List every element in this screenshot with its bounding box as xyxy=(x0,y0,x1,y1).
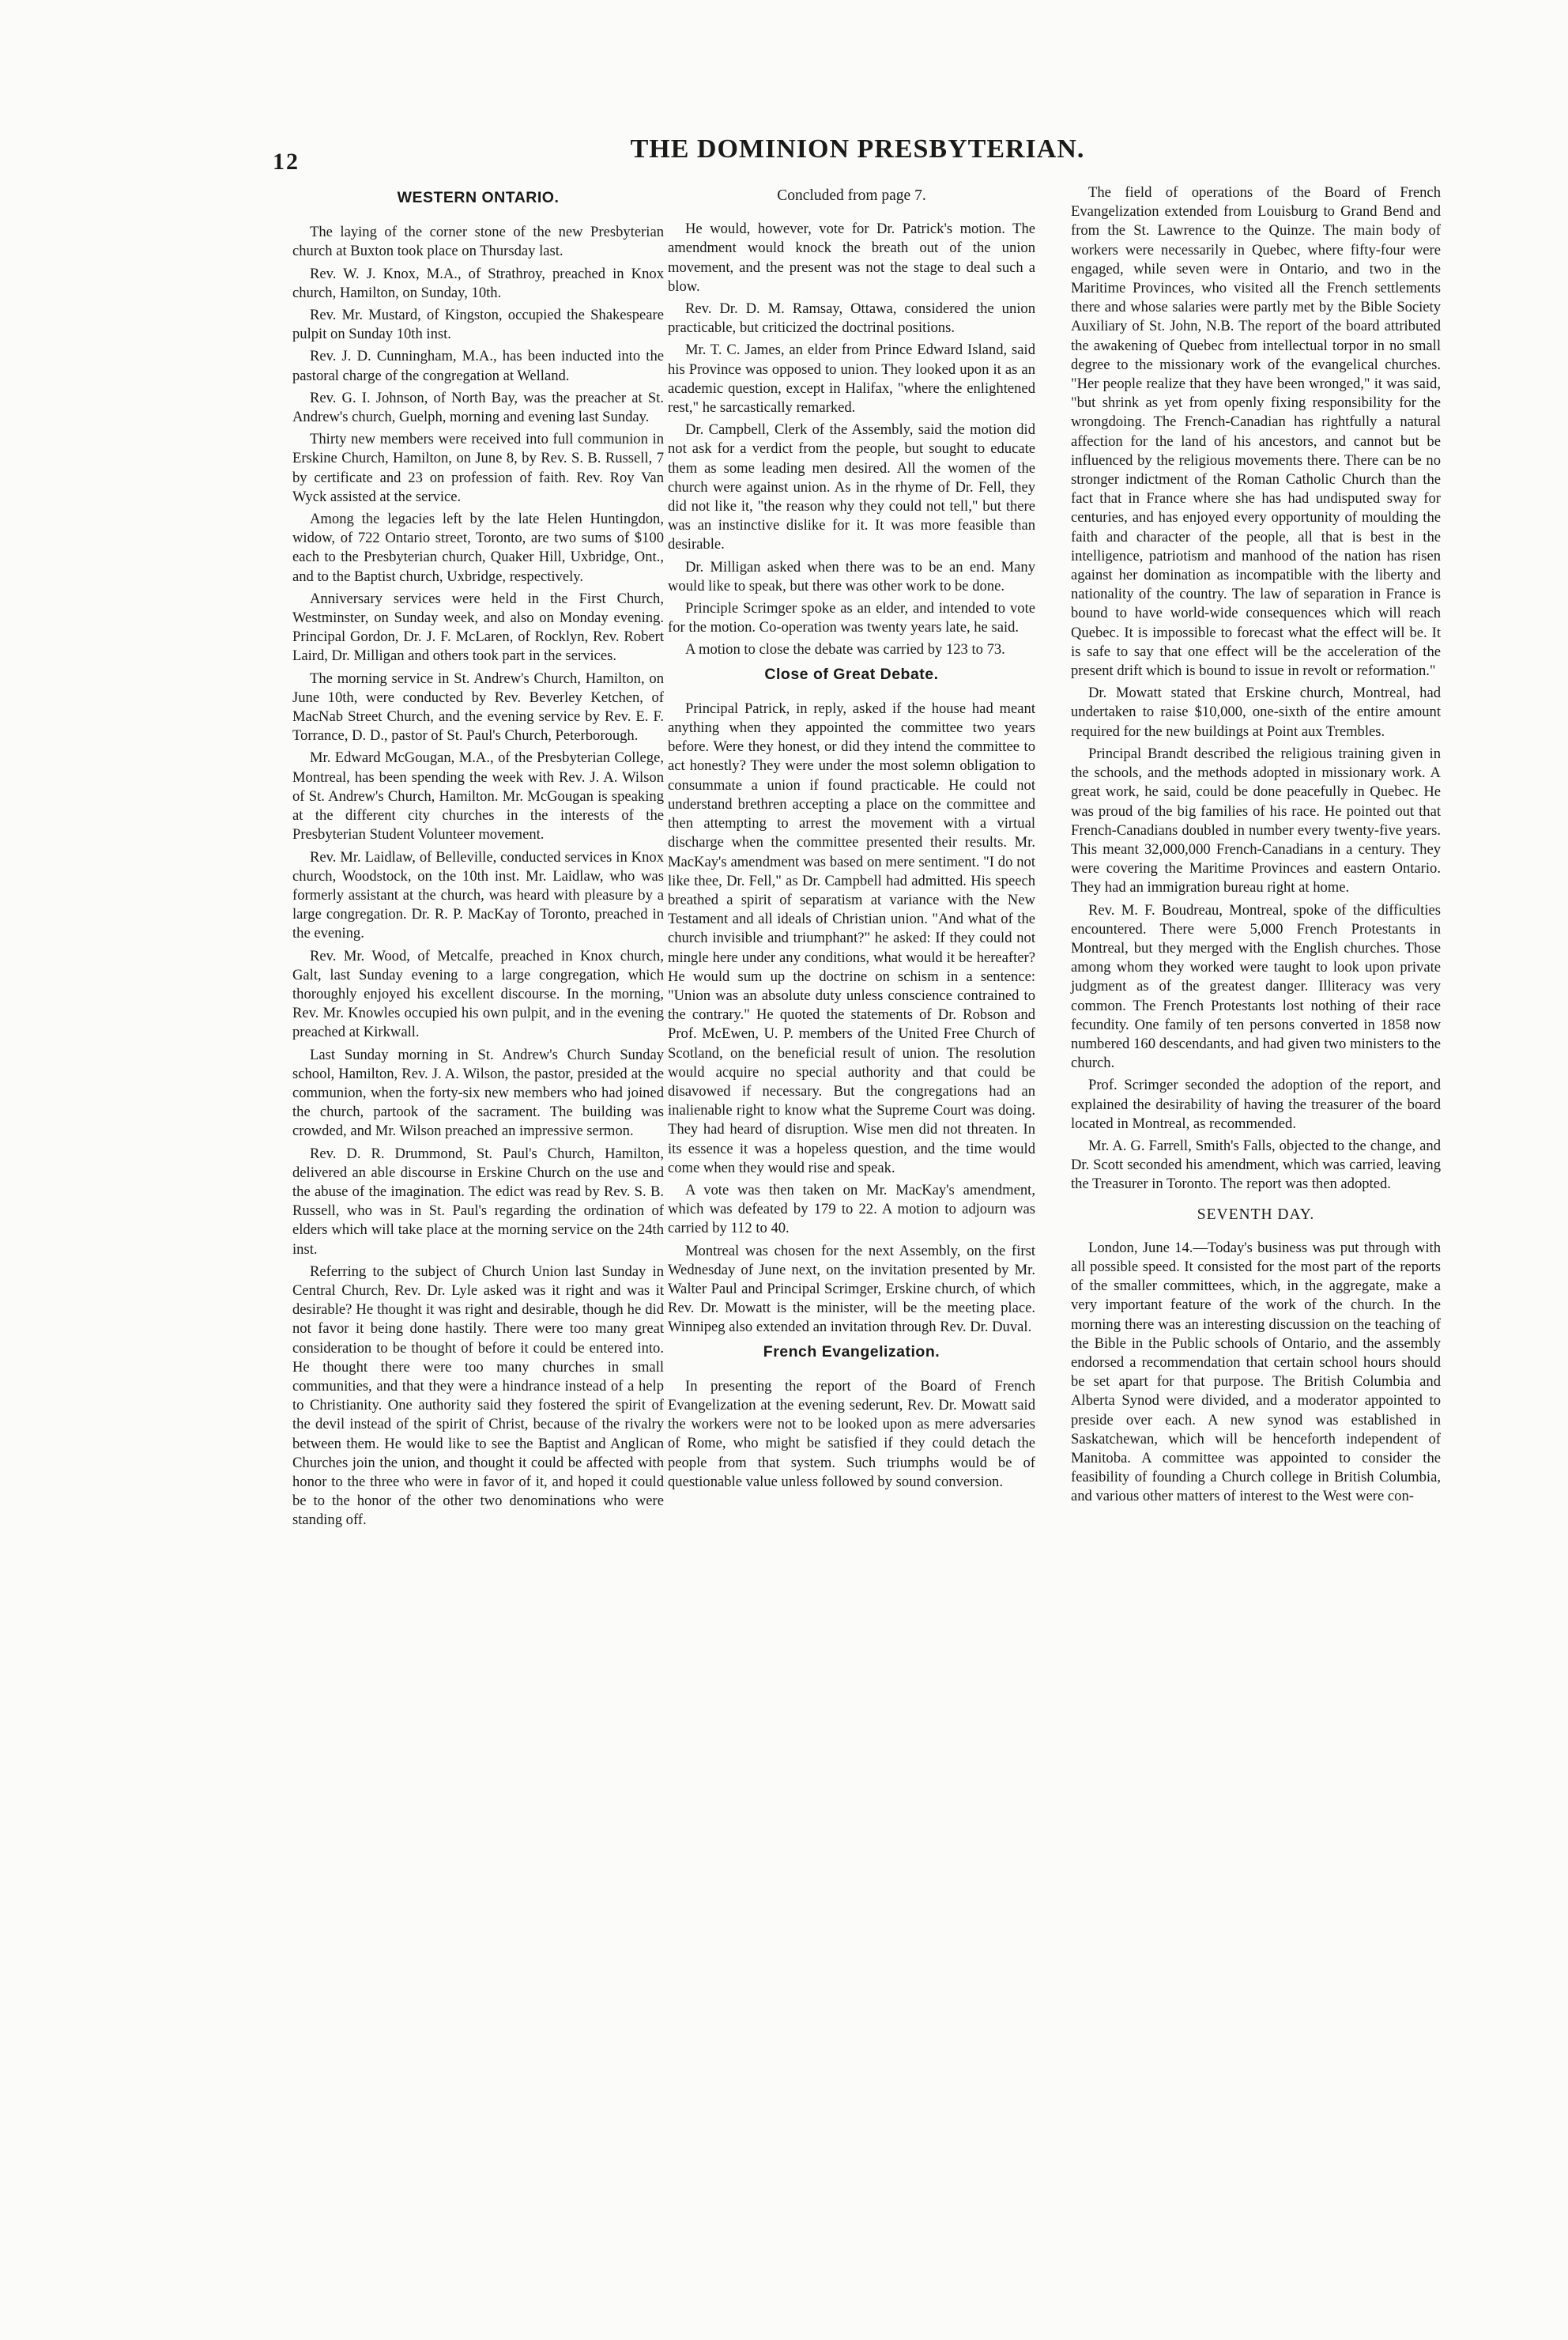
article-paragraph: Referring to the subject of Church Union last Sunday in Central Church, Rev. Dr. Lyle asked was it right and was it desirable? He thought it was right and desirable, though he did not favor it being done hastily. There were too many great consideration to be thought of before it could be entered into. He thought there were too many churches in small communities, and that they were a hindrance instead of a help to Christianity. One authority said they fostered the spirit of the devil instead of the spirit of Christ, because of the rivalry between them. He would like to see the Baptist and Anglican Churches join the union, and thought it could be affected with honor to the three who were in favor of it, and hoped it could be to the honor of the other two denominations who were standing off. xyxy=(292,1262,664,1529)
article-paragraph: Thirty new members were received into full communion in Erskine Church, Hamilton, on June 8, by Rev. S. B. Russell, 7 by certificate and 23 on profession of faith. Rev. Roy Van Wyck assisted at the service. xyxy=(292,431,664,505)
col3-paragraphs-b xyxy=(1071,1239,1441,1507)
article-paragraph: Mr. A. G. Farrell, Smith's Falls, objected to the change, and Dr. Scott seconded his amendment, which was carried, leaving the Treasurer in Toronto. The report was then adopted. xyxy=(1071,1137,1441,1193)
col2-paragraphs-c xyxy=(668,1377,1035,1492)
column-general-assembly xyxy=(668,183,1035,1495)
article-paragraph: Among the legacies left by the late Helen Huntingdon, widow, of 722 Ontario street, Toronto, are two sums of $100 each to the Presbyterian church, Quaker Hill, Uxbridge, Ont., and to the Baptist church, Uxbridge, respectively. xyxy=(292,511,664,585)
article-paragraph: Rev. Mr. Laidlaw, of Belleville, conducted services in Knox church, Woodstock, on the 10th inst. Mr. Laidlaw, who was formerly assistant at the church, was heard with pleasure by a large congregation. Dr. R. P. MacKay of Toronto, preached in the evening. xyxy=(292,848,664,942)
article-paragraph: Principle Scrimger spoke as an elder, and intended to vote for the motion. Co-operation was twenty years late, he said. xyxy=(668,600,1035,636)
section-heading-western-ontario: WESTERN ONTARIO. xyxy=(397,189,560,206)
article-paragraph: Rev. G. I. Johnson, of North Bay, was the preacher at St. Andrew's church, Guelph, morning and evening last Sunday. xyxy=(292,389,664,426)
continued-from-heading: Concluded from page 7. xyxy=(777,187,926,204)
column-french-evangelization-cont xyxy=(1071,183,1441,1510)
article-paragraph: Rev. J. D. Cunningham, M.A., has been inducted into the pastoral charge of the congregation at Welland. xyxy=(292,348,664,384)
section-heading-close-of-debate: Close of Great Debate. xyxy=(764,665,939,683)
article-paragraph: A vote was then taken on Mr. MacKay's amendment, which was defeated by 179 to 22. A motion to adjourn was carried by 112 to 40. xyxy=(668,1181,1035,1237)
article-paragraph: Dr. Milligan asked when there was to be an end. Many would like to speak, but there was other work to be done. xyxy=(668,558,1035,594)
article-paragraph: Rev. Mr. Wood, of Metcalfe, preached in Knox church, Galt, last Sunday evening to a large congregation, which thoroughly enjoyed his excellent discourse. In the morning, Rev. Mr. Knowles occupied his own pulpit, and in the evening preached at Kirkwall. xyxy=(292,947,664,1041)
article-paragraph: He would, however, vote for Dr. Patrick's motion. The amendment would knock the breath out of the union movement, and the present was not the stage to deal such a blow. xyxy=(668,221,1035,295)
section-heading-seventh-day: SEVENTH DAY. xyxy=(1197,1206,1315,1223)
article-paragraph: Dr. Mowatt stated that Erskine church, Montreal, had undertaken to raise $10,000, one-sixth of the entire amount required for the new buildings at Point aux Trembles. xyxy=(1071,685,1441,740)
article-paragraph: The laying of the corner stone of the new Presbyterian church at Buxton took place on Thursday last. xyxy=(292,224,664,260)
article-paragraph: The field of operations of the Board of French Evangelization extended from Louisburg to Grand Bend and from the St. Lawrence to the Quinze. The main body of workers were necessarily in Quebec, where fifty-four were engaged, while seven were in Ontario, and two in the Maritime Provinces, who visited all the French settlements there and whose salaries were partly met by the Bible Society Auxiliary of St. John, N.B. The report of the board attributed the awakening of Quebec from intellectual torpor in no small degree to the missionary work of the evangelical churches. "Her people realize that they have been wronged," it was said, "but shrink as yet from openly fixing responsibility for the wrongdoing. The French-Canadian has rightfully a natural affection for the land of his ancestors, and cannot but be influenced by the religious movements there. There can be no stronger indictment of the Roman Catholic Church than the fact that in France where she has had undisputed sway for centuries, and has enjoyed every opportunity of moulding the faith and character of the people, all that is best in the intelligence, patriotism and manhood of the nation has risen against her domination as incompatible with the liberty and nationality of the country. The law of separation in France is bound to have world-wide consequences which will reach Quebec. It is impossible to forecast what the effect will be. It is safe to say that one effect will be the acceleration of the present drift which is bound to issue in revolt or reformation." xyxy=(1071,184,1441,680)
column-western-ontario xyxy=(292,183,664,1534)
article-paragraph: Last Sunday morning in St. Andrew's Church Sunday school, Hamilton, Rev. J. A. Wilson, the pastor, presided at the communion, when the forty-six new members who had joined the church, partook of the sacrament. The building was crowded, and Mr. Wilson preached an impressive sermon. xyxy=(292,1046,664,1140)
article-paragraph: Rev. Dr. D. M. Ramsay, Ottawa, considered the union practicable, but criticized the doctrinal positions. xyxy=(668,300,1035,337)
article-paragraph: Dr. Campbell, Clerk of the Assembly, said the motion did not ask for a verdict from the people, but sought to educate them as some leading men desired. All the women of the church were against union. As in the rhyme of Dr. Fell, they did not like it, "the reason why they could not tell," but there was an instinctive dislike for it. It was more feasible than desirable. xyxy=(668,421,1035,553)
article-paragraph: Mr. T. C. James, an elder from Prince Edward Island, said his Province was opposed to union. They looked upon it as an academic question, except in Halifax, "where the enlightened rest," he sarcastically remarked. xyxy=(668,342,1035,417)
col3-paragraphs-a xyxy=(1071,183,1441,1195)
article-paragraph: Principal Patrick, in reply, asked if the house had meant anything when they appointed the committee two years before. Were they honest, or did they intend the committee to act honestly? They were under the most solemn obligation to consummate a union if found practicable. He could not understand brethren accepting a place on the committee and then attempting to arrest the movement with a virtual discharge when the committee presented their results. Mr. MacKay's amendment was based on mere sentiment. "I do not like thee, Dr. Fell," as Dr. Campbell had admitted. His speech breathed a spirit of separatism at variance with the New Testament and all ideals of Christian union. "And what of the church invisible and triumphant?" he asked: If they could not mingle here under any conditions, what would it be hereafter? He would sum up the doctrine on schism in a sentence: "Union was an absolute duty unless conscience contrained to the contrary." He quoted the statements of Dr. Robson and Prof. McEwen, U. P. members of the United Free Church of Scotland, on the beneficial result of union. The resolution would acquire no special authority and that could be disavowed if necessary. But the congregations had an inalienable right to know what the Supreme Court was doing. They had heard of disruption. Wise men did not threaten. In its essence it was a hopeless question, and the time would come when they would rise and speak. xyxy=(668,700,1035,1176)
article-paragraph: In presenting the report of the Board of French Evangelization at the evening sederunt, Rev. Dr. Mowatt said the workers were not to be looked upon as mere adversaries of Rome, who might be satisfied if they could detach the people from that system. Such triumphs would be of questionable value unless followed by sound conversion. xyxy=(668,1377,1035,1490)
article-paragraph: Rev. Mr. Mustard, of Kingston, occupied the Shakespeare pulpit on Sunday 10th inst. xyxy=(292,307,664,343)
article-paragraph: Rev. D. R. Drummond, St. Paul's Church, Hamilton, delivered an able discourse in Erskine Church on the use and the abuse of the imagination. The edict was read by Rev. S. B. Russell, who was in St. Paul's regarding the ordination of elders which will take place at the morning service on the 24th inst. xyxy=(292,1145,664,1258)
article-paragraph: Prof. Scrimger seconded the adoption of the report, and explained the desirability of having the treasurer of the board located in Montreal, as recommended. xyxy=(1071,1077,1441,1132)
article-paragraph: The morning service in St. Andrew's Church, Hamilton, on June 10th, were conducted by Rev. Beverley Ketchen, of MacNab Street Church, and the evening service by Rev. E. F. Torrance, D. D., pastor of St. Paul's Church, Peterborough. xyxy=(292,670,664,745)
article-paragraph: London, June 14.—Today's business was put through with all possible speed. It consisted for the most part of the reports of the smaller committees, which, in the aggregate, make a very important feature of the work of the church. In the morning there was an interesting discussion on the teaching of the Bible in the Public schools of Ontario, and the assembly endorsed a recommendation that certain school hours should be set apart for that purpose. The British Columbia and Alberta Synod were divided, and a moderator appointed to preside over each. A new synod was established in Saskatchewan, which will be henceforth independent of Manitoba. A committee was appointed to consider the feasibility of founding a Church college in British Columbia, and various other matters of interest to the West were con- xyxy=(1071,1239,1441,1505)
section-heading-french-evangelization: French Evangelization. xyxy=(763,1342,940,1361)
article-paragraph: Principal Brandt described the religious training given in the schools, and the methods adopted in missionary work. A great work, he said, could be done peacefully in Quebec. He was proud of the big families of his race. He pointed out that French-Canadians doubled in number every twenty-five years. This meant 32,000,000 French-Canadians in a century. They were covering the Maritime Provinces and eastern Ontario. They had an immigration bureau right at home. xyxy=(1071,745,1441,896)
newspaper-masthead: THE DOMINION PRESBYTERIAN. xyxy=(630,134,1085,164)
article-paragraph: Mr. Edward McGougan, M.A., of the Presbyterian College, Montreal, has been spending the week with Rev. J. A. Wilson of St. Andrew's Church, Hamilton. Mr. McGougan is speaking at the different city churches in the interests of the Presbyterian Student Volunteer movement. xyxy=(292,749,664,844)
article-paragraph: Anniversary services were held in the First Church, Westminster, on Sunday week, and also on Monday evening. Principal Gordon, Dr. J. F. McLaren, of Rocklyn, Rev. Robert Laird, Dr. Milligan and others took part in the services. xyxy=(292,590,664,665)
article-paragraph: A motion to close the debate was carried by 123 to 73. xyxy=(685,641,1005,659)
article-paragraph: Rev. M. F. Boudreau, Montreal, spoke of the difficulties encountered. There were 5,000 French Protestants in Montreal, but they merged with the English churches. Those among whom they worked were taught to look upon private judgment as of the greatest danger. Illiteracy was very common. The French Protestants lost nothing of their race fecundity. One family of ten persons converted in 1858 now numbered 160 descendants, and had given two ministers to the church. xyxy=(1071,901,1441,1072)
article-paragraph: Rev. W. J. Knox, M.A., of Strathroy, preached in Knox church, Hamilton, on Sunday, 10th. xyxy=(292,265,664,301)
article-paragraph: Montreal was chosen for the next Assembly, on the first Wednesday of June next, on the invitation presented by Mr. Walter Paul and Principal Scrimger, Erskine church, of which Rev. Dr. Mowatt is the minister, will be the meeting place. Winnipeg also extended an invitation through Rev. Dr. Duval. xyxy=(668,1242,1035,1336)
col2-paragraphs-b xyxy=(668,700,1035,1338)
col2-paragraphs-a xyxy=(668,220,1035,659)
page-number: 12 xyxy=(273,149,300,175)
col1-paragraphs xyxy=(292,223,664,1530)
